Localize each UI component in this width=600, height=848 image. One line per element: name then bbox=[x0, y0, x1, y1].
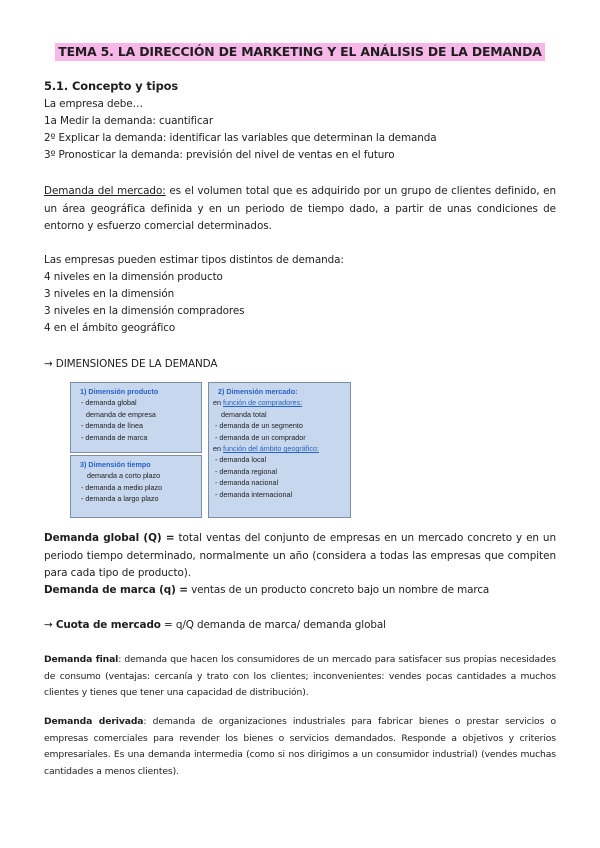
demanda-mercado-paragraph bbox=[44, 183, 556, 236]
box-item: demanda total bbox=[221, 409, 267, 419]
definition-term: Demanda del mercado: bbox=[44, 185, 166, 197]
section-heading: 5.1. Concepto y tipos bbox=[44, 79, 179, 93]
tipo-item: 3 niveles en la dimensión compradores bbox=[44, 305, 245, 317]
demanda-global-paragraph bbox=[44, 530, 556, 583]
definition-term: Demanda final bbox=[44, 654, 119, 665]
step-item: 2º Explicar la demanda: identificar las variables que determinan la demanda bbox=[44, 132, 437, 144]
box-item: - demanda a largo plazo bbox=[81, 494, 159, 504]
step-item: 3º Pronosticar la demanda: previsión del nivel de ventas en el futuro bbox=[44, 149, 395, 161]
definition-text: : demanda que hacen los consumidores de un mercado para satisfacer sus propias necesidades de consumo (ventajas: cercanía y trato con los clientes; inconvenientes: vendes pocas cantidades a muchos clientes y tienes que tener una capacidad de distribución). bbox=[44, 654, 556, 699]
geo-line bbox=[213, 443, 350, 454]
step-item: 1a Medir la demanda: cuantificar bbox=[44, 115, 213, 127]
box-item: - demanda de línea bbox=[81, 421, 143, 431]
definition-text: ventas de un producto concreto bajo un nombre de marca bbox=[187, 584, 490, 596]
line-prefix: en bbox=[213, 398, 223, 408]
tipo-item: 4 niveles en la dimensión producto bbox=[44, 271, 223, 283]
document-title: TEMA 5. LA DIRECCIÓN DE MARKETING Y EL ANÁLISIS DE LA DEMANDA bbox=[55, 43, 544, 61]
box-item: demanda a corto plazo bbox=[87, 471, 161, 481]
box-item: - demanda a medio plazo bbox=[81, 482, 163, 492]
geo-link: función del ámbito geográfico: bbox=[223, 444, 319, 454]
demanda-marca-line bbox=[44, 584, 489, 596]
box-item: - demanda de marca bbox=[81, 432, 148, 442]
definition-term: Demanda derivada bbox=[44, 716, 144, 727]
box-title: 3) Dimensión tiempo bbox=[80, 460, 151, 469]
box-item: - demanda de un segmento bbox=[215, 421, 303, 431]
definition-term: Cuota de mercado bbox=[55, 619, 161, 631]
demanda-final-paragraph bbox=[44, 652, 556, 702]
definition-text: = q/Q demanda de marca/ demanda global bbox=[160, 619, 386, 631]
definition-term: Demanda de marca (q) = bbox=[44, 584, 188, 596]
cuota-line bbox=[44, 619, 386, 631]
title-row bbox=[0, 41, 600, 61]
arrow-glyph: → bbox=[44, 619, 56, 631]
box-item: - demanda internacional bbox=[215, 489, 293, 499]
box-title: 1) Dimensión producto bbox=[80, 387, 159, 396]
definition-term: Demanda global (Q) = bbox=[44, 532, 175, 544]
definition-text: es el volumen total que es adquirido por un grupo de clientes definido, en un área geográfica definida y en un periodo de tiempo dado, a partir de unas condiciones de entorno y esfuerzo comercial determinados. bbox=[44, 185, 556, 233]
box-item: - demanda local bbox=[215, 455, 267, 465]
compradores-line bbox=[213, 397, 350, 408]
intro-line: La empresa debe… bbox=[44, 98, 143, 110]
tipo-item: 4 en el ámbito geográfico bbox=[44, 322, 176, 334]
box-item: demanda de empresa bbox=[86, 409, 156, 419]
tipo-item: 3 niveles en la dimensión bbox=[44, 288, 175, 300]
dimension-tiempo-box bbox=[70, 455, 202, 518]
compradores-link: función de compradores: bbox=[223, 398, 303, 408]
box-item: - demanda global bbox=[81, 398, 137, 408]
definition-text: total ventas del conjunto de empresas en un mercado concreto y en un periodo tiempo determinado, normalmente un año (considera a todas las empresas que compiten para cada tipo de producto). bbox=[44, 532, 556, 580]
box-item: - demanda regional bbox=[215, 466, 277, 476]
box-title: 2) Dimensión mercado: bbox=[218, 387, 298, 396]
tipos-intro: Las empresas pueden estimar tipos distintos de demanda: bbox=[44, 254, 344, 266]
definition-text: : demanda de organizaciones industriales para fabricar bienes o prestar servicios o empresas comerciales para revender los bienes o servicios demandados. Responde a objetivos y criterios empresariales. Es una demanda intermedia (como si nos dirigimos a un consumidor industrial) (vendes muchas cantidades a menos clientes). bbox=[44, 716, 557, 777]
line-prefix: en bbox=[213, 444, 223, 454]
dimension-producto-box bbox=[70, 382, 202, 453]
dimensiones-heading: → DIMENSIONES DE LA DEMANDA bbox=[44, 358, 218, 370]
demanda-derivada-paragraph bbox=[44, 714, 556, 780]
dimensiones-diagram bbox=[70, 382, 351, 518]
box-item: - demanda de un comprador bbox=[215, 432, 306, 442]
box-item: - demanda nacional bbox=[215, 478, 279, 488]
dimension-mercado-box bbox=[208, 382, 351, 518]
